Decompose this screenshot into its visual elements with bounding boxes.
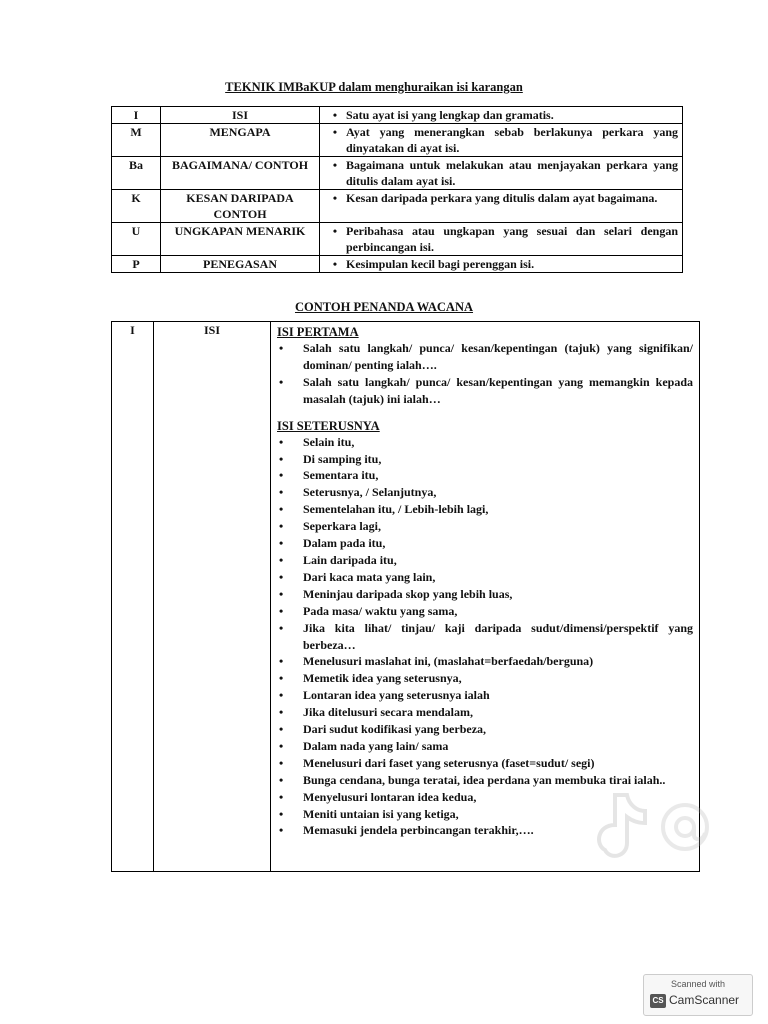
list-item-text: Dari kaca mata yang lain, bbox=[303, 569, 436, 584]
list-item-text: Jika ditelusuri secara mendalam, bbox=[303, 705, 473, 720]
list-item-text: Selain itu, bbox=[303, 434, 355, 449]
list-item-text: Sementara itu, bbox=[303, 468, 379, 483]
description-cell bbox=[320, 256, 683, 273]
bullet-icon: • bbox=[332, 158, 338, 172]
description-text: Satu ayat isi yang lengkap dan gramatis. bbox=[346, 108, 554, 122]
code-cell: P bbox=[112, 256, 161, 273]
term-cell: UNGKAPAN MENARIK bbox=[161, 223, 320, 256]
bullet-icon: • bbox=[279, 789, 284, 804]
bullet-icon: • bbox=[279, 586, 284, 601]
technique-table-title: TEKNIK IMBaKUP dalam menghuraikan isi karangan bbox=[225, 80, 523, 94]
code-cell: I bbox=[112, 322, 154, 872]
list-item-text: Salah satu langkah/ punca/ kesan/kepentingan yang memangkin kepada masalah (tajuk) ini ialah… bbox=[303, 374, 693, 406]
camscanner-brand-label: CamScanner bbox=[669, 993, 740, 1007]
list-item bbox=[277, 620, 693, 654]
list-item bbox=[277, 518, 693, 535]
bullet-icon: • bbox=[279, 738, 284, 753]
term-cell: ISI bbox=[161, 107, 320, 124]
code-cell: Ba bbox=[112, 157, 161, 190]
list-item bbox=[277, 552, 693, 569]
term-cell: KESAN DARIPADA CONTOH bbox=[161, 190, 320, 223]
code-cell: K bbox=[112, 190, 161, 223]
bullet-icon: • bbox=[332, 125, 338, 139]
description-cell bbox=[320, 157, 683, 190]
list-item-text: Memasuki jendela perbincangan terakhir,…. bbox=[303, 823, 534, 838]
camscanner-badge bbox=[643, 974, 753, 1016]
bullet-icon: • bbox=[279, 654, 284, 669]
list-item bbox=[277, 484, 693, 501]
list-item-text: Lain daripada itu, bbox=[303, 552, 397, 567]
list-item-text: Salah satu langkah/ punca/ kesan/kepentingan (tajuk) yang signifikan/ dominan/ penting ialah…. bbox=[303, 341, 693, 372]
list-item bbox=[277, 451, 693, 468]
next-point-list bbox=[277, 434, 693, 840]
bullet-icon: • bbox=[279, 671, 284, 686]
bullet-icon: • bbox=[279, 688, 284, 703]
scanned-with-label: Scanned with bbox=[670, 979, 726, 989]
bullet-icon: • bbox=[279, 451, 284, 466]
list-item-text: Lontaran idea yang seterusnya ialah bbox=[303, 688, 490, 703]
list-item bbox=[277, 434, 693, 451]
table-row bbox=[112, 157, 683, 190]
bullet-icon: • bbox=[279, 552, 284, 567]
list-item-text: Menelusuri dari faset yang seterusnya (faset=sudut/ segi) bbox=[303, 755, 595, 770]
first-point-heading: ISI PERTAMA bbox=[277, 325, 359, 339]
camscanner-logo-icon: CS bbox=[650, 994, 666, 1008]
list-item bbox=[277, 653, 693, 670]
list-item bbox=[277, 467, 693, 484]
list-item bbox=[277, 569, 693, 586]
description-text: Kesan daripada perkara yang ditulis dalam ayat bagaimana. bbox=[346, 191, 658, 205]
list-item bbox=[277, 535, 693, 552]
code-cell: M bbox=[112, 124, 161, 157]
list-item-text: Meninjau daripada skop yang lebih luas, bbox=[303, 586, 513, 601]
list-item bbox=[277, 704, 693, 721]
bullet-icon: • bbox=[279, 722, 284, 737]
list-item-text: Dari sudut kodifikasi yang berbeza, bbox=[303, 722, 487, 737]
list-item bbox=[277, 721, 693, 738]
description-text: Ayat yang menerangkan sebab berlakunya perkara yang dinyatakan di ayat isi. bbox=[346, 125, 678, 155]
description-cell bbox=[320, 223, 683, 256]
list-item-text: Memetik idea yang seterusnya, bbox=[303, 671, 462, 686]
list-item bbox=[277, 374, 693, 408]
list-item-text: Seperkara lagi, bbox=[303, 519, 381, 534]
list-item-text: Dalam nada yang lain/ sama bbox=[303, 738, 449, 753]
bullet-icon: • bbox=[332, 257, 338, 271]
list-item bbox=[277, 603, 693, 620]
code-cell: I bbox=[112, 107, 161, 124]
list-item-text: Bunga cendana, bunga teratai, idea perdana yan membuka tirai ialah.. bbox=[303, 772, 666, 787]
list-item-text: Pada masa/ waktu yang sama, bbox=[303, 603, 458, 618]
first-point-list bbox=[277, 340, 693, 408]
list-item bbox=[277, 340, 693, 374]
term-cell: PENEGASAN bbox=[161, 256, 320, 273]
bullet-icon: • bbox=[279, 434, 284, 449]
watermark-icon bbox=[585, 785, 715, 865]
table-row bbox=[112, 223, 683, 256]
next-point-heading: ISI SETERUSNYA bbox=[277, 418, 380, 433]
bullet-icon: • bbox=[279, 536, 284, 551]
list-item bbox=[277, 755, 693, 772]
list-item-text: Dalam pada itu, bbox=[303, 536, 386, 551]
bullet-icon: • bbox=[279, 705, 284, 720]
list-item bbox=[277, 586, 693, 603]
term-cell: ISI bbox=[154, 322, 271, 872]
bullet-icon: • bbox=[279, 772, 284, 787]
imbakup-table bbox=[111, 106, 683, 273]
list-item bbox=[277, 738, 693, 755]
bullet-icon: • bbox=[279, 374, 284, 389]
list-item-text: Menelusuri maslahat ini, (maslahat=berfaedah/berguna) bbox=[303, 654, 594, 669]
table-row bbox=[112, 124, 683, 157]
table-row bbox=[112, 107, 683, 124]
bullet-icon: • bbox=[332, 224, 338, 238]
list-item-text: Di samping itu, bbox=[303, 451, 382, 466]
bullet-icon: • bbox=[279, 519, 284, 534]
list-item-text: Menyelusuri lontaran idea kedua, bbox=[303, 789, 477, 804]
list-item-text: Jika kita lihat/ tinjau/ kaji daripada sudut/dimensi/perspektif yang berbeza… bbox=[303, 620, 693, 652]
table-row bbox=[112, 256, 683, 273]
term-cell: BAGAIMANA/ CONTOH bbox=[161, 157, 320, 190]
bullet-icon: • bbox=[279, 755, 284, 770]
bullet-icon: • bbox=[279, 485, 284, 500]
list-item bbox=[277, 501, 693, 518]
bullet-icon: • bbox=[279, 468, 284, 483]
description-text: Kesimpulan kecil bagi perenggan isi. bbox=[346, 257, 535, 271]
table-row bbox=[112, 190, 683, 223]
description-text: Peribahasa atau ungkapan yang sesuai dan selari dengan perbincangan isi. bbox=[346, 224, 678, 254]
list-item-text: Meniti untaian isi yang ketiga, bbox=[303, 806, 459, 821]
term-cell: MENGAPA bbox=[161, 124, 320, 157]
list-item-text: Sementelahan itu, / Lebih-lebih lagi, bbox=[303, 502, 489, 517]
bullet-icon: • bbox=[279, 603, 284, 618]
discourse-markers-title: CONTOH PENANDA WACANA bbox=[294, 300, 474, 314]
description-cell bbox=[320, 124, 683, 157]
list-item-text: Seterusnya, / Selanjutnya, bbox=[303, 485, 437, 500]
code-cell: U bbox=[112, 223, 161, 256]
bullet-icon: • bbox=[279, 823, 284, 838]
bullet-icon: • bbox=[332, 191, 338, 205]
bullet-icon: • bbox=[279, 569, 284, 584]
description-cell bbox=[320, 107, 683, 124]
list-item bbox=[277, 687, 693, 704]
bullet-icon: • bbox=[279, 341, 284, 355]
description-text: Bagaimana untuk melakukan atau menjayakan perkara yang ditulis dalam ayat isi. bbox=[346, 158, 678, 188]
bullet-icon: • bbox=[279, 620, 284, 635]
list-item bbox=[277, 670, 693, 687]
bullet-icon: • bbox=[332, 108, 338, 122]
bullet-icon: • bbox=[279, 502, 284, 517]
bullet-icon: • bbox=[279, 806, 284, 821]
description-cell bbox=[320, 190, 683, 223]
